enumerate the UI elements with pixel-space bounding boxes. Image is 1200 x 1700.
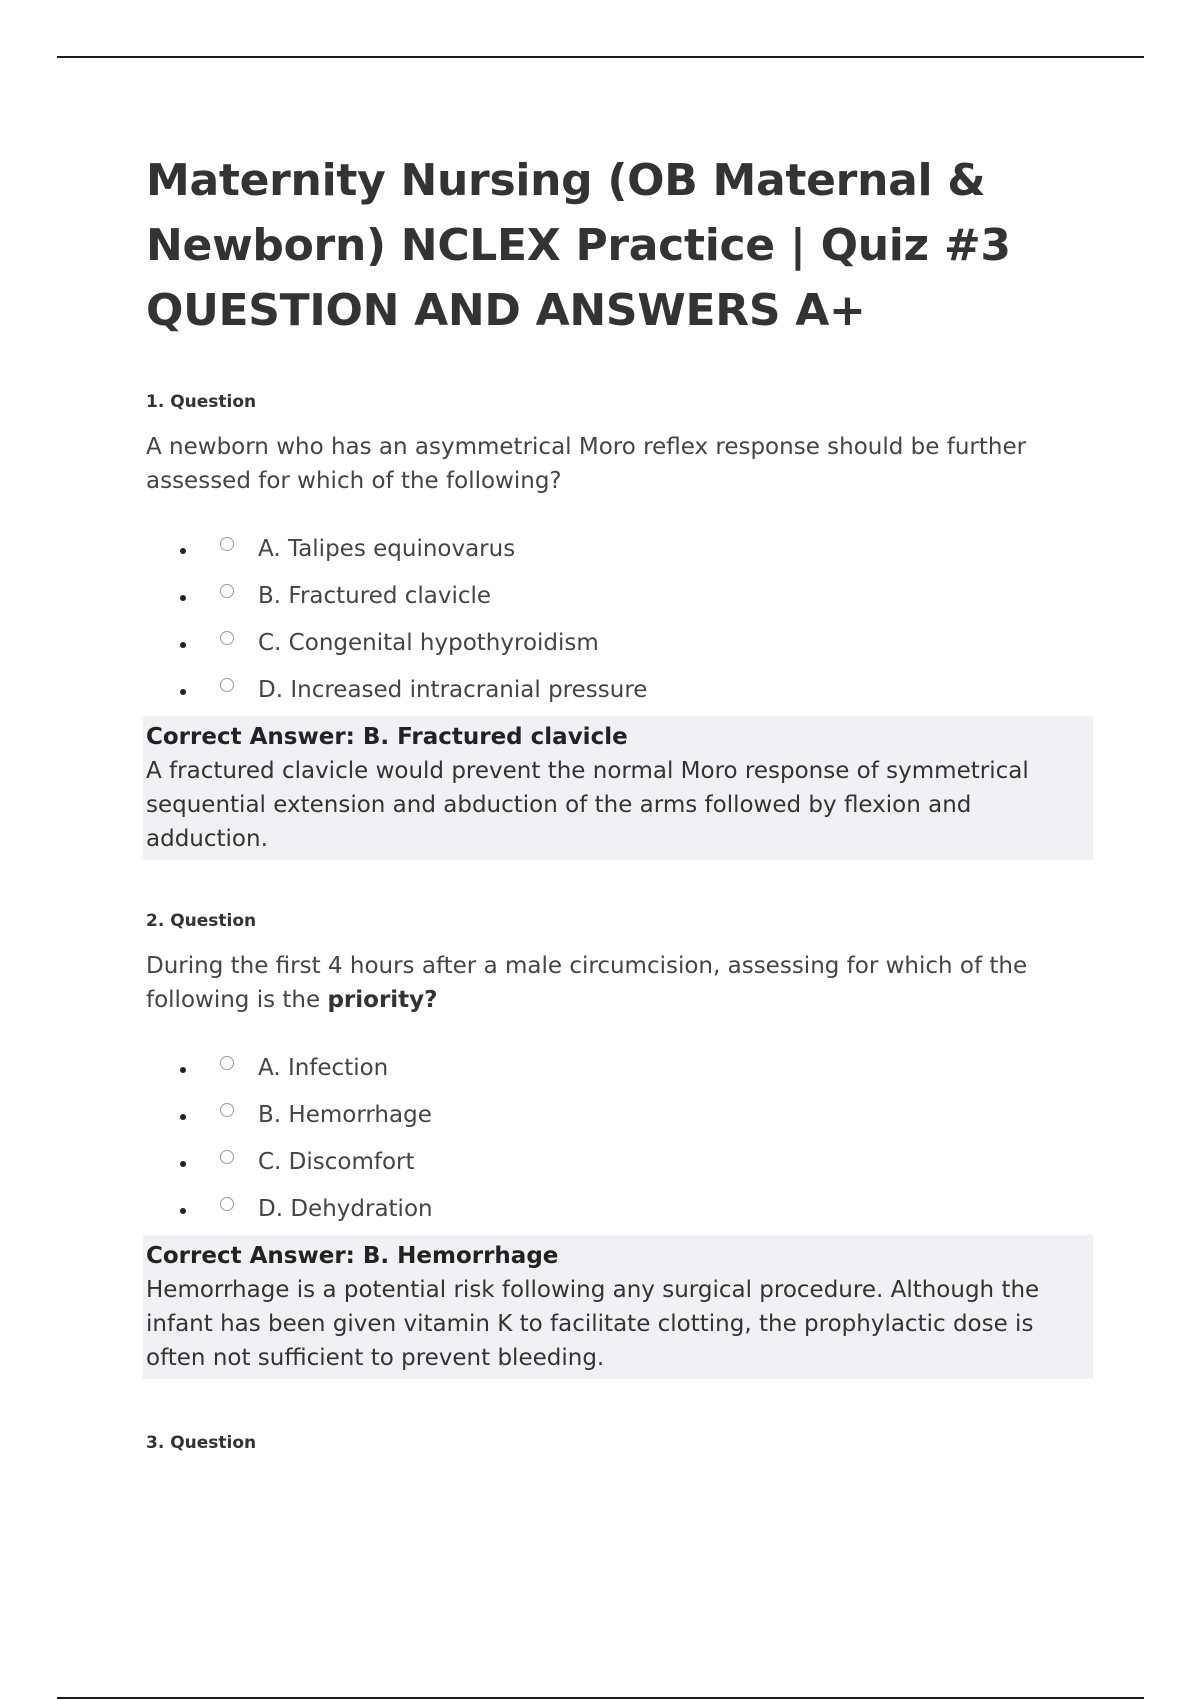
correct-answer-title: Correct Answer: B. Hemorrhage <box>146 1243 559 1269</box>
option-item[interactable] <box>146 1092 1096 1139</box>
option-item[interactable] <box>146 526 1096 573</box>
bullet-icon <box>180 1114 186 1120</box>
option-label: D. Increased intracranial pressure <box>258 677 648 703</box>
document-content <box>146 148 1096 1455</box>
bullet-icon <box>180 595 186 601</box>
answer-box <box>143 1235 1093 1379</box>
question-number: 1. Question <box>146 392 257 412</box>
radio-button-icon[interactable] <box>220 1056 234 1070</box>
question-number: 3. Question <box>146 1433 257 1453</box>
question-text-emphasis: priority? <box>327 987 438 1013</box>
bullet-icon <box>180 1161 186 1167</box>
radio-button-icon[interactable] <box>220 1150 234 1164</box>
option-item[interactable] <box>146 1186 1096 1233</box>
radio-button-icon[interactable] <box>220 1197 234 1211</box>
options-list <box>146 1045 1096 1233</box>
option-item[interactable] <box>146 620 1096 667</box>
option-label: C. Congenital hypothyroidism <box>258 630 599 656</box>
option-label: A. Talipes equinovarus <box>258 536 516 562</box>
answer-explanation: Hemorrhage is a potential risk following any surgical procedure. Although the infant has been given vitamin K to facilitate clotting, the prophylactic dose is often not sufficient to prevent bleeding. <box>146 1277 1040 1371</box>
option-item[interactable] <box>146 1139 1096 1186</box>
radio-button-icon[interactable] <box>220 631 234 645</box>
bullet-icon <box>180 1067 186 1073</box>
option-item[interactable] <box>146 573 1096 620</box>
radio-button-icon[interactable] <box>220 678 234 692</box>
options-list <box>146 526 1096 714</box>
question-2 <box>146 909 1096 1379</box>
option-label: B. Hemorrhage <box>258 1102 432 1128</box>
radio-button-icon[interactable] <box>220 537 234 551</box>
question-3 <box>146 1431 1096 1455</box>
question-text: A newborn who has an asymmetrical Moro reflex response should be further assessed for which of the following? <box>146 434 1027 494</box>
option-label: B. Fractured clavicle <box>258 583 492 609</box>
answer-box <box>143 716 1093 860</box>
correct-answer-title: Correct Answer: B. Fractured clavicle <box>146 724 628 750</box>
radio-button-icon[interactable] <box>220 1103 234 1117</box>
top-rule <box>57 56 1144 58</box>
option-label: A. Infection <box>258 1055 389 1081</box>
bullet-icon <box>180 1208 186 1214</box>
option-label: C. Discomfort <box>258 1149 415 1175</box>
option-item[interactable] <box>146 1045 1096 1092</box>
bullet-icon <box>180 642 186 648</box>
bullet-icon <box>180 548 186 554</box>
question-text <box>146 949 1066 1017</box>
answer-explanation: A fractured clavicle would prevent the normal Moro response of symmetrical sequential extension and abduction of the arms followed by flexion and adduction. <box>146 758 1029 852</box>
radio-button-icon[interactable] <box>220 584 234 598</box>
option-item[interactable] <box>146 667 1096 714</box>
question-1 <box>146 390 1096 860</box>
question-number: 2. Question <box>146 911 257 931</box>
bottom-rule <box>57 1697 1144 1699</box>
bullet-icon <box>180 689 186 695</box>
option-label: D. Dehydration <box>258 1196 433 1222</box>
question-text-plain: During the first 4 hours after a male circumcision, assessing for which of the following is the <box>146 953 1028 1013</box>
page-title: Maternity Nursing (OB Maternal & Newborn) NCLEX Practice | Quiz #3 QUESTION AND ANSWERS A+ <box>146 155 1011 336</box>
